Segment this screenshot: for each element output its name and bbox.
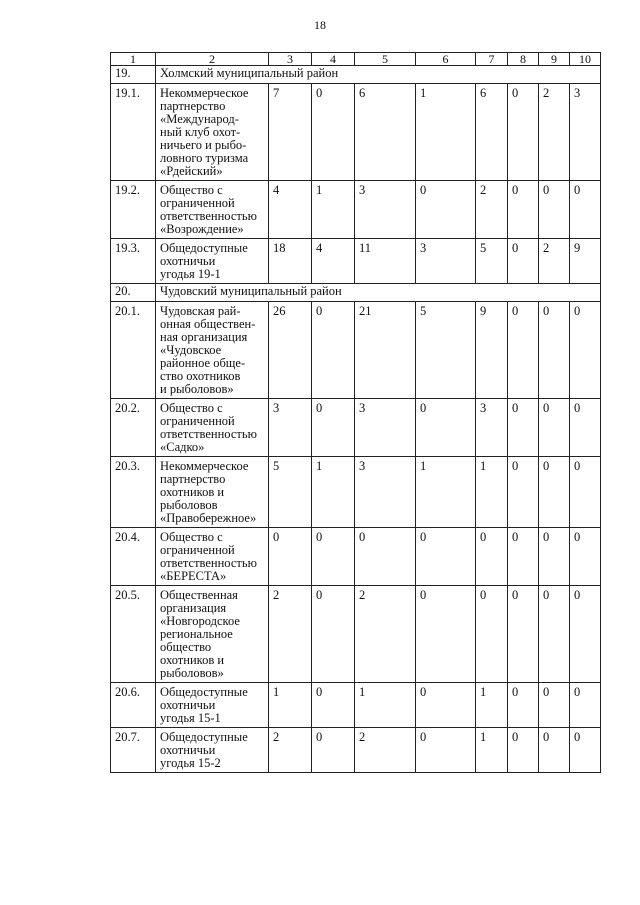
value-cell-col-6: 3	[416, 239, 476, 284]
section-row	[111, 66, 601, 84]
organization-name	[156, 528, 269, 586]
organization-name	[156, 728, 269, 773]
table-row	[111, 399, 601, 457]
value-cell-col-8: 0	[508, 457, 539, 528]
value-cell-col-9: 0	[539, 683, 570, 728]
row-number: 20.2.	[111, 399, 156, 457]
value-cell-col-10: 0	[570, 528, 601, 586]
value-cell-col-4: 0	[312, 586, 355, 683]
value-cell-col-5: 21	[355, 302, 416, 399]
organization-name-line: охотничьи	[160, 743, 216, 757]
column-header-4: 4	[312, 53, 355, 66]
organization-name-line: общество	[160, 640, 212, 654]
organization-name-line: ограниченной	[160, 543, 235, 557]
row-number: 20.3.	[111, 457, 156, 528]
value-cell-col-8: 0	[508, 181, 539, 239]
organization-name	[156, 399, 269, 457]
organization-name-line: Общество с	[160, 401, 223, 415]
organization-name-line: региональное	[160, 627, 233, 641]
organization-name-line: ограниченной	[160, 414, 235, 428]
value-cell-col-8: 0	[508, 84, 539, 181]
organization-name-line: «БЕРЕСТА»	[160, 569, 227, 583]
value-cell-col-4: 4	[312, 239, 355, 284]
value-cell-col-7: 5	[476, 239, 508, 284]
value-cell-col-3: 4	[269, 181, 312, 239]
organization-name-line: «Чудовское	[160, 343, 222, 357]
value-cell-col-3: 26	[269, 302, 312, 399]
organization-name-line: «Правобережное»	[160, 511, 257, 525]
column-header-7: 7	[476, 53, 508, 66]
organization-name	[156, 239, 269, 284]
row-number: 19.2.	[111, 181, 156, 239]
organization-name-line: рыболовов	[160, 498, 218, 512]
value-cell-col-10: 0	[570, 457, 601, 528]
value-cell-col-7: 6	[476, 84, 508, 181]
value-cell-col-7: 1	[476, 683, 508, 728]
value-cell-col-7: 2	[476, 181, 508, 239]
value-cell-col-3: 0	[269, 528, 312, 586]
value-cell-col-6: 0	[416, 586, 476, 683]
table-row	[111, 302, 601, 399]
hunting-grounds-table	[110, 52, 601, 773]
organization-name-line: охотников и	[160, 485, 225, 499]
value-cell-col-5: 1	[355, 683, 416, 728]
organization-name-line: Общедоступные	[160, 730, 248, 744]
value-cell-col-3: 7	[269, 84, 312, 181]
column-header-9: 9	[539, 53, 570, 66]
value-cell-col-4: 0	[312, 399, 355, 457]
table-row	[111, 457, 601, 528]
value-cell-col-8: 0	[508, 586, 539, 683]
value-cell-col-9: 2	[539, 84, 570, 181]
section-title: Чудовский муниципальный район	[156, 284, 601, 302]
value-cell-col-5: 2	[355, 728, 416, 773]
organization-name	[156, 683, 269, 728]
value-cell-col-8: 0	[508, 728, 539, 773]
organization-name-line: партнерство	[160, 99, 226, 113]
organization-name-line: «Возрождение»	[160, 222, 244, 236]
value-cell-col-5: 6	[355, 84, 416, 181]
organization-name-line: ная организация	[160, 330, 248, 344]
organization-name	[156, 84, 269, 181]
value-cell-col-6: 0	[416, 528, 476, 586]
row-number: 19.1.	[111, 84, 156, 181]
section-title: Холмский муниципальный район	[156, 66, 601, 84]
value-cell-col-10: 0	[570, 181, 601, 239]
organization-name-line: Некоммерческое	[160, 459, 249, 473]
value-cell-col-4: 0	[312, 528, 355, 586]
organization-name-line: Общедоступные	[160, 241, 248, 255]
table-row	[111, 239, 601, 284]
value-cell-col-8: 0	[508, 683, 539, 728]
value-cell-col-3: 5	[269, 457, 312, 528]
organization-name	[156, 457, 269, 528]
table-row	[111, 84, 601, 181]
value-cell-col-6: 1	[416, 84, 476, 181]
organization-name-line: «Международ-	[160, 112, 239, 126]
organization-name-line: ответственностью	[160, 209, 257, 223]
column-header-3: 3	[269, 53, 312, 66]
section-row	[111, 284, 601, 302]
organization-name-line: охотничьи	[160, 254, 216, 268]
table-row	[111, 181, 601, 239]
value-cell-col-5: 3	[355, 399, 416, 457]
column-header-6: 6	[416, 53, 476, 66]
value-cell-col-4: 0	[312, 84, 355, 181]
value-cell-col-10: 0	[570, 399, 601, 457]
value-cell-col-8: 0	[508, 528, 539, 586]
organization-name-line: Общество с	[160, 183, 223, 197]
value-cell-col-10: 3	[570, 84, 601, 181]
value-cell-col-9: 0	[539, 457, 570, 528]
section-number: 20.	[111, 284, 156, 302]
table-row	[111, 683, 601, 728]
value-cell-col-6: 1	[416, 457, 476, 528]
value-cell-col-10: 0	[570, 728, 601, 773]
value-cell-col-5: 3	[355, 457, 416, 528]
table-row	[111, 586, 601, 683]
value-cell-col-8: 0	[508, 399, 539, 457]
value-cell-col-3: 2	[269, 728, 312, 773]
organization-name-line: угодья 15-2	[160, 756, 221, 770]
value-cell-col-10: 9	[570, 239, 601, 284]
value-cell-col-4: 1	[312, 181, 355, 239]
organization-name-line: Некоммерческое	[160, 86, 249, 100]
column-header-8: 8	[508, 53, 539, 66]
value-cell-col-3: 1	[269, 683, 312, 728]
value-cell-col-6: 0	[416, 399, 476, 457]
value-cell-col-5: 2	[355, 586, 416, 683]
organization-name-line: ответственностью	[160, 427, 257, 441]
value-cell-col-6: 0	[416, 683, 476, 728]
table-row	[111, 728, 601, 773]
value-cell-col-7: 3	[476, 399, 508, 457]
value-cell-col-4: 1	[312, 457, 355, 528]
row-number: 20.7.	[111, 728, 156, 773]
value-cell-col-8: 0	[508, 239, 539, 284]
value-cell-col-7: 0	[476, 586, 508, 683]
organization-name-line: организация	[160, 601, 227, 615]
value-cell-col-7: 1	[476, 457, 508, 528]
value-cell-col-9: 0	[539, 586, 570, 683]
organization-name-line: ответственностью	[160, 556, 257, 570]
value-cell-col-9: 0	[539, 528, 570, 586]
column-header-2: 2	[156, 53, 269, 66]
value-cell-col-7: 1	[476, 728, 508, 773]
value-cell-col-10: 0	[570, 586, 601, 683]
organization-name-line: ограниченной	[160, 196, 235, 210]
organization-name-line: районное обще-	[160, 356, 246, 370]
organization-name	[156, 181, 269, 239]
row-number: 20.5.	[111, 586, 156, 683]
organization-name-line: и рыболовов»	[160, 382, 234, 396]
value-cell-col-9: 0	[539, 399, 570, 457]
row-number: 20.1.	[111, 302, 156, 399]
value-cell-col-4: 0	[312, 683, 355, 728]
organization-name-line: «Рдейский»	[160, 164, 223, 178]
value-cell-col-3: 2	[269, 586, 312, 683]
value-cell-col-5: 3	[355, 181, 416, 239]
organization-name-line: «Новгородское	[160, 614, 240, 628]
organization-name-line: Чудовская рай-	[160, 304, 241, 318]
value-cell-col-8: 0	[508, 302, 539, 399]
organization-name-line: партнерство	[160, 472, 226, 486]
organization-name-line: охотников и	[160, 653, 225, 667]
row-number: 20.4.	[111, 528, 156, 586]
page-number: 18	[314, 18, 326, 32]
value-cell-col-9: 0	[539, 181, 570, 239]
table-row	[111, 528, 601, 586]
value-cell-col-6: 0	[416, 181, 476, 239]
column-header-row	[111, 53, 601, 66]
organization-name-line: ничьего и рыбо-	[160, 138, 247, 152]
organization-name-line: ловного туризма	[160, 151, 249, 165]
value-cell-col-4: 0	[312, 302, 355, 399]
row-number: 19.3.	[111, 239, 156, 284]
organization-name-line: Общественная	[160, 588, 238, 602]
organization-name	[156, 586, 269, 683]
column-header-1: 1	[111, 53, 156, 66]
value-cell-col-3: 18	[269, 239, 312, 284]
table-body	[111, 53, 601, 773]
organization-name-line: Общедоступные	[160, 685, 248, 699]
value-cell-col-10: 0	[570, 302, 601, 399]
value-cell-col-9: 0	[539, 728, 570, 773]
organization-name	[156, 302, 269, 399]
value-cell-col-6: 0	[416, 728, 476, 773]
row-number: 20.6.	[111, 683, 156, 728]
value-cell-col-9: 0	[539, 302, 570, 399]
value-cell-col-3: 3	[269, 399, 312, 457]
organization-name-line: угодья 19-1	[160, 267, 221, 281]
organization-name-line: онная обществен-	[160, 317, 256, 331]
value-cell-col-5: 0	[355, 528, 416, 586]
section-number: 19.	[111, 66, 156, 84]
organization-name-line: ный клуб охот-	[160, 125, 241, 139]
value-cell-col-5: 11	[355, 239, 416, 284]
organization-name-line: Общество с	[160, 530, 223, 544]
value-cell-col-10: 0	[570, 683, 601, 728]
column-header-5: 5	[355, 53, 416, 66]
organization-name-line: «Садко»	[160, 440, 205, 454]
organization-name-line: угодья 15-1	[160, 711, 221, 725]
organization-name-line: ство охотников	[160, 369, 241, 383]
value-cell-col-9: 2	[539, 239, 570, 284]
organization-name-line: рыболовов»	[160, 666, 224, 680]
column-header-10: 10	[570, 53, 601, 66]
value-cell-col-6: 5	[416, 302, 476, 399]
value-cell-col-7: 9	[476, 302, 508, 399]
value-cell-col-4: 0	[312, 728, 355, 773]
value-cell-col-7: 0	[476, 528, 508, 586]
organization-name-line: охотничьи	[160, 698, 216, 712]
